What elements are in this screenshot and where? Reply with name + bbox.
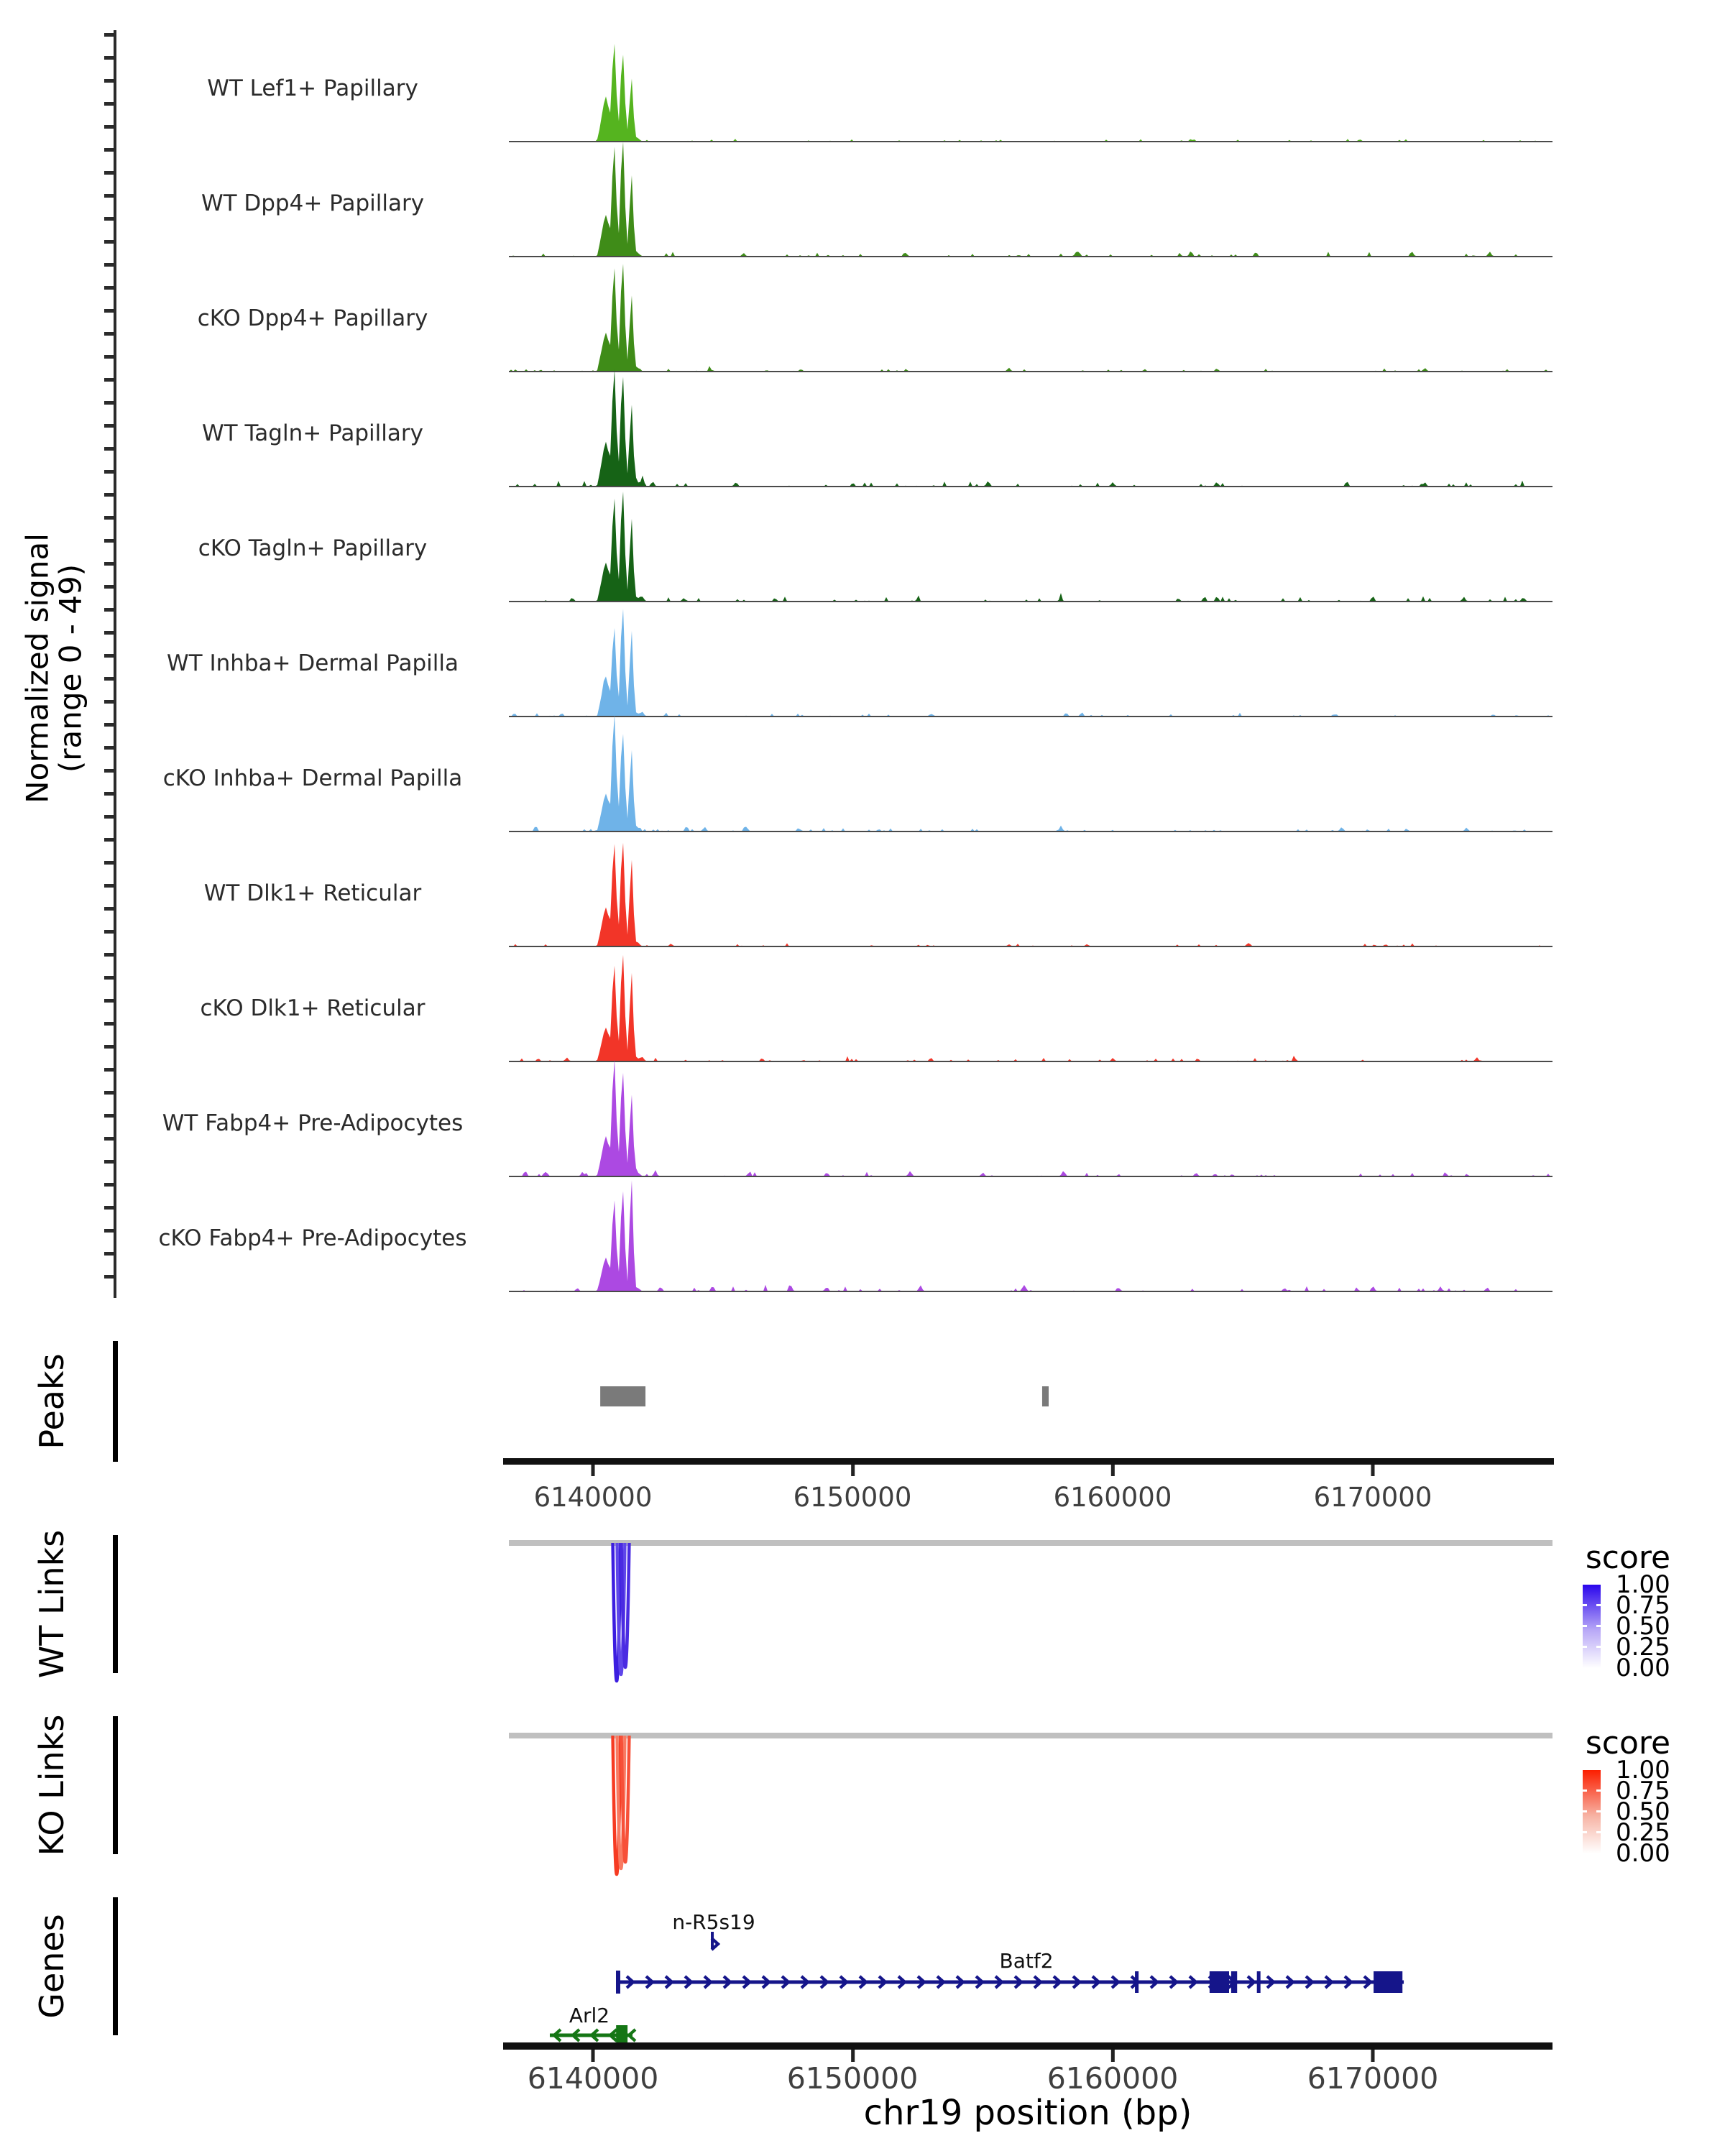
x-tick-label: 6150000: [786, 2061, 919, 2096]
coverage-track: [509, 1180, 1552, 1291]
gene-label-n-R5s19: n-R5s19: [672, 1910, 755, 1934]
x-tick-label: 6160000: [1053, 1482, 1172, 1513]
legend-tick: 0.00: [1616, 1654, 1670, 1682]
coverage-track: [509, 369, 1552, 487]
track-label: WT Inhba+ Dermal Papilla: [167, 650, 459, 676]
x-tick-label: 6170000: [1313, 1482, 1432, 1513]
x-tick-label: 6140000: [527, 2061, 659, 2096]
legend-tick: 1.00: [1616, 1570, 1670, 1599]
legend-tick: 0.25: [1616, 1633, 1670, 1662]
genomic-x-axis-upper: [503, 1458, 1554, 1476]
links-track: [509, 1540, 1552, 1681]
coverage-track: [509, 1059, 1552, 1176]
section-label-ko-links: KO Links: [32, 1714, 71, 1856]
y-axis-label-line1: Normalized signal: [19, 533, 55, 803]
track-label: WT Lef1+ Papillary: [207, 75, 418, 101]
legend-tick: 1.00: [1616, 1756, 1670, 1784]
track-label: WT Fabp4+ Pre-Adipocytes: [162, 1110, 464, 1136]
legend-tick: 0.25: [1616, 1818, 1670, 1847]
legend-tick: 0.00: [1616, 1839, 1670, 1868]
legend-tick: 0.50: [1616, 1797, 1670, 1826]
section-label-genes: Genes: [32, 1914, 71, 2019]
x-tick-label: 6160000: [1046, 2061, 1179, 2096]
coverage-track: [509, 44, 1552, 142]
gene-label-Batf2: Batf2: [999, 1949, 1054, 1973]
legend-tick: 0.75: [1616, 1777, 1670, 1805]
coverage-track: [509, 264, 1552, 372]
section-label-peaks: Peaks: [32, 1353, 71, 1450]
x-tick-label: 6150000: [793, 1482, 912, 1513]
links-track: [509, 1733, 1552, 1874]
coverage-track: [509, 955, 1552, 1061]
peaks-track: [600, 1386, 1049, 1406]
section-axis-bar: [113, 1897, 118, 2035]
legend-title: score: [1585, 1725, 1671, 1761]
coverage-track: [509, 843, 1552, 946]
y-axis-label-line2: (range 0 - 49): [52, 563, 88, 773]
coverage-track: [509, 142, 1552, 257]
gene-label-Arl2: Arl2: [569, 2004, 610, 2027]
x-tick-label: 6170000: [1307, 2061, 1439, 2096]
section-axis-bar: [113, 1341, 118, 1462]
track-label: cKO Dpp4+ Papillary: [197, 305, 428, 331]
section-axis-bar: [113, 1535, 118, 1673]
track-label: cKO Dlk1+ Reticular: [200, 995, 426, 1021]
genomic-x-axis-bottom: [503, 2042, 1552, 2062]
legend-title: score: [1585, 1539, 1671, 1576]
legend-tick: 0.75: [1616, 1591, 1670, 1620]
section-axis-bar: [113, 1716, 118, 1854]
track-label: cKO Fabp4+ Pre-Adipocytes: [158, 1225, 467, 1251]
x-axis-title: chr19 position (bp): [863, 2093, 1192, 2133]
track-label: cKO Tagln+ Papillary: [198, 535, 428, 561]
score-gradient-bar: [1583, 1770, 1601, 1853]
legend-tick: 0.50: [1616, 1612, 1670, 1641]
coverage-track: [509, 492, 1552, 602]
track-label: WT Dpp4+ Papillary: [201, 190, 425, 216]
track-label: WT Tagln+ Papillary: [202, 420, 423, 446]
track-label: cKO Inhba+ Dermal Papilla: [162, 765, 463, 791]
score-gradient-bar: [1583, 1585, 1601, 1668]
coverage-track: [509, 714, 1552, 831]
section-label-wt-links: WT Links: [32, 1529, 71, 1679]
track-label: WT Dlk1+ Reticular: [203, 880, 422, 906]
x-tick-label: 6140000: [533, 1482, 653, 1513]
coverage-track: [509, 609, 1552, 717]
